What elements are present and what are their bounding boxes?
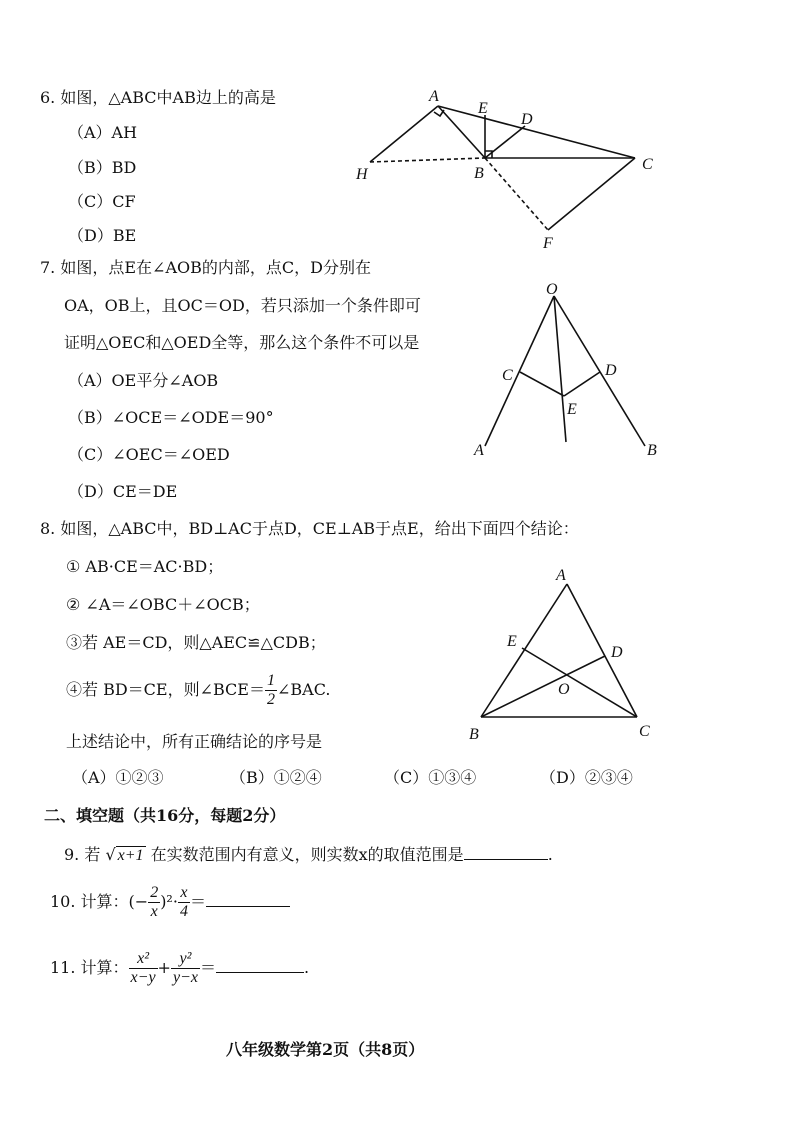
q6-option-d: （D）BE (68, 226, 137, 245)
q8-conclusion-1: ① AB·CE＝AC·BD； (66, 557, 224, 576)
q9-pre: 9. 若 (64, 845, 101, 864)
q8-c4-post: ∠BAC. (276, 680, 331, 699)
q7-label-o: O (546, 281, 558, 298)
q11-pre: 11. 计算： (50, 958, 129, 977)
q6-label-d: D (521, 111, 533, 128)
q10-answer-blank[interactable] (206, 890, 290, 907)
q11-fraction-2 (171, 950, 200, 987)
q8-c4-den: 2 (266, 691, 275, 708)
q11-end: . (303, 958, 310, 977)
q7-line1: 7. 如图，点E在∠AOB的内部，点C，D分别在 (40, 258, 371, 277)
q7-label-b: B (647, 442, 657, 459)
q9 (64, 843, 553, 866)
q8-c4-pre: ④若 BD＝CE，则∠BCE＝ (66, 680, 265, 699)
section-2-heading: 二、填空题（共16分，每题2分） (44, 806, 286, 825)
q8-option-d: （D）②③④ (540, 768, 633, 787)
q6-label-a: A (429, 88, 439, 105)
q6-label-e: E (478, 100, 488, 117)
q11-fraction-1 (129, 950, 158, 987)
q7-label-d: D (605, 362, 617, 379)
q9-end: . (547, 845, 553, 864)
q11-plus: + (157, 958, 171, 977)
q8-option-b: （B）①②④ (230, 768, 322, 787)
q6-label-h: H (356, 166, 368, 183)
q6-label-b: B (474, 165, 484, 182)
q7-line3: 证明△OEC和△OED全等，那么这个条件不可以是 (64, 333, 420, 352)
page-footer: 八年级数学第2页（共8页） (226, 1040, 425, 1059)
q11-num2: y² (171, 950, 200, 969)
q8-option-c: （C）①③④ (384, 768, 477, 787)
q10-num: 2 (150, 884, 159, 901)
q8-label-e: E (507, 633, 517, 650)
q6-label-c: C (642, 156, 653, 173)
q10-den: x (150, 903, 158, 920)
sqrt-icon: √ (105, 845, 116, 864)
q8-label-o: O (558, 681, 570, 698)
q8-conclusion-4 (66, 670, 330, 710)
q8-option-a: （A）①②③ (72, 768, 164, 787)
q10-den2: 4 (179, 903, 188, 920)
q10-fraction-2 (178, 884, 190, 921)
q6-option-b: （B）BD (68, 158, 137, 177)
q9-answer-blank[interactable] (464, 843, 548, 860)
q10-exp: )²· (160, 892, 178, 911)
q7-option-c: （C）∠OEC＝∠OED (68, 445, 230, 464)
q8-summary: 上述结论中，所有正确结论的序号是 (66, 732, 323, 751)
q10-pre: 10. 计算：(− (50, 892, 149, 911)
q11-num1: x² (129, 950, 158, 969)
q10-fraction-1 (148, 884, 160, 921)
q8-label-d: D (611, 644, 623, 661)
q6-stem: 6. 如图，△ABC中AB边上的高是 (40, 88, 276, 107)
q8-label-b: B (469, 726, 479, 743)
q11-answer-blank[interactable] (216, 956, 304, 973)
q7-line2: OA，OB上，且OC＝OD，若只添加一个条件即可 (64, 296, 421, 315)
q7-label-e: E (567, 401, 577, 418)
q11 (50, 946, 309, 990)
q8-label-c: C (639, 723, 650, 740)
q8-stem: 8. 如图，△ABC中，BD⊥AC于点D，CE⊥AB于点E，给出下面四个结论： (40, 519, 579, 538)
q7-label-a: A (474, 442, 484, 459)
q9-radicand: x+1 (117, 847, 144, 864)
q6-option-c: （C）CF (68, 192, 136, 211)
q10 (50, 882, 290, 922)
q11-den1: x−y (130, 969, 156, 986)
q7-option-d: （D）CE＝DE (68, 482, 178, 501)
q8-c4-fraction (265, 672, 277, 709)
q7-option-b: （B）∠OCE＝∠ODE＝90° (68, 408, 274, 427)
q8-label-a: A (556, 567, 566, 584)
q9-post: 在实数范围内有意义，则实数x的取值范围是 (150, 845, 464, 864)
q10-eq: ＝ (189, 892, 206, 911)
q7-option-a: （A）OE平分∠AOB (68, 371, 219, 390)
q6-label-f: F (543, 235, 553, 252)
q6-option-a: （A）AH (68, 123, 138, 142)
q11-eq: ＝ (199, 958, 216, 977)
q8-conclusion-3: ③若 AE＝CD，则△AEC≌△CDB； (66, 633, 326, 652)
q8-c4-num: 1 (266, 672, 275, 689)
q10-num2: x (178, 884, 190, 903)
q8-conclusion-2: ② ∠A＝∠OBC＋∠OCB； (66, 595, 260, 614)
q11-den2: y−x (172, 969, 198, 986)
q7-label-c: C (502, 367, 513, 384)
